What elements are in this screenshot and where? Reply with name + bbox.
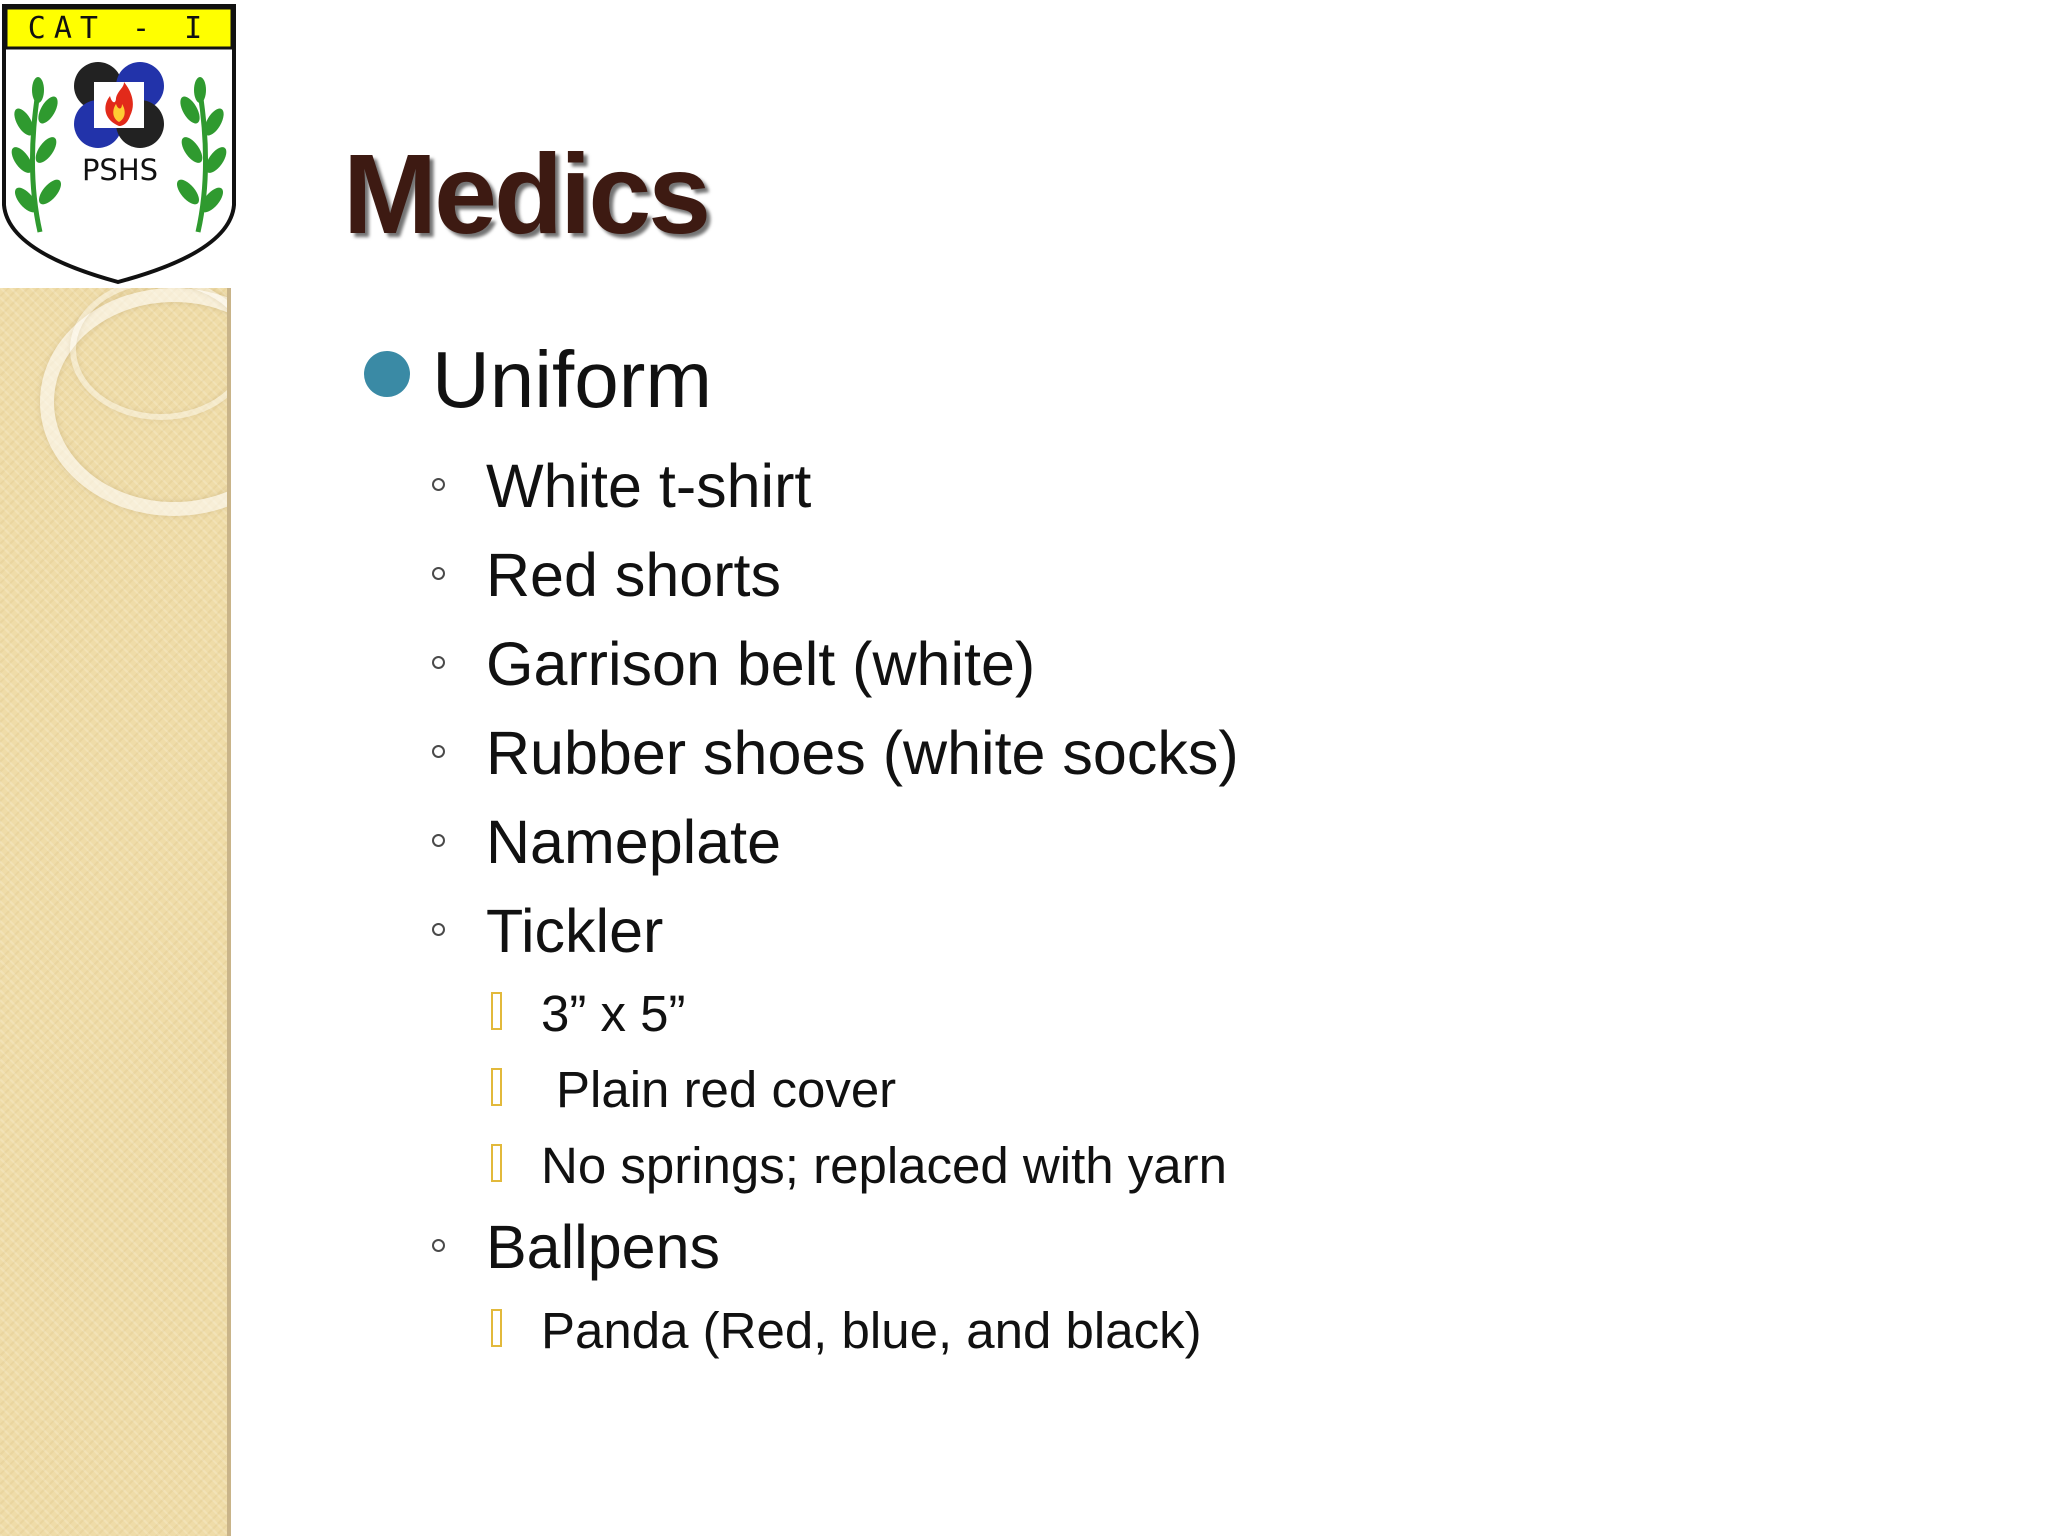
sub-list-item-label: No springs; replaced with yarn — [541, 1137, 1227, 1194]
logo-banner-text: CAT - I — [27, 11, 211, 46]
box-bullet-icon — [491, 1309, 502, 1347]
list-item-label: Red shorts — [486, 541, 781, 609]
list-item-label: Garrison belt (white) — [486, 630, 1036, 698]
ring-bullet-icon — [432, 567, 445, 580]
list-item-label: Nameplate — [486, 808, 781, 876]
ring-bullet-icon — [432, 834, 445, 847]
box-bullet-icon — [491, 1144, 502, 1182]
logo-emblem — [74, 62, 164, 148]
ring-bullet-icon — [432, 1239, 445, 1252]
ring-bullet-icon — [432, 478, 445, 491]
bullet-uniform: Uniform — [432, 335, 713, 424]
bullet-dot-icon — [364, 351, 410, 397]
ring-bullet-icon — [432, 656, 445, 669]
ring-bullet-icon — [432, 745, 445, 758]
box-bullet-icon — [491, 992, 502, 1030]
list-item-label: Ballpens — [486, 1213, 720, 1281]
logo-emblem-text: PSHS — [81, 153, 159, 187]
slide-title: Medics — [343, 131, 709, 257]
sub-list-item-label: 3” x 5” — [541, 985, 686, 1042]
ring-bullet-icon — [432, 923, 445, 936]
list-item-label: White t-shirt — [486, 452, 812, 520]
sub-list-item-label: Panda (Red, blue, and black) — [541, 1302, 1202, 1359]
cat-pshs-logo — [0, 0, 240, 286]
box-bullet-icon — [491, 1068, 502, 1106]
list-item-label: Tickler — [486, 897, 664, 965]
sub-list-item-label: Plain red cover — [556, 1061, 897, 1118]
list-item-label: Rubber shoes (white socks) — [486, 719, 1239, 787]
decorative-sidebar — [0, 288, 231, 1536]
